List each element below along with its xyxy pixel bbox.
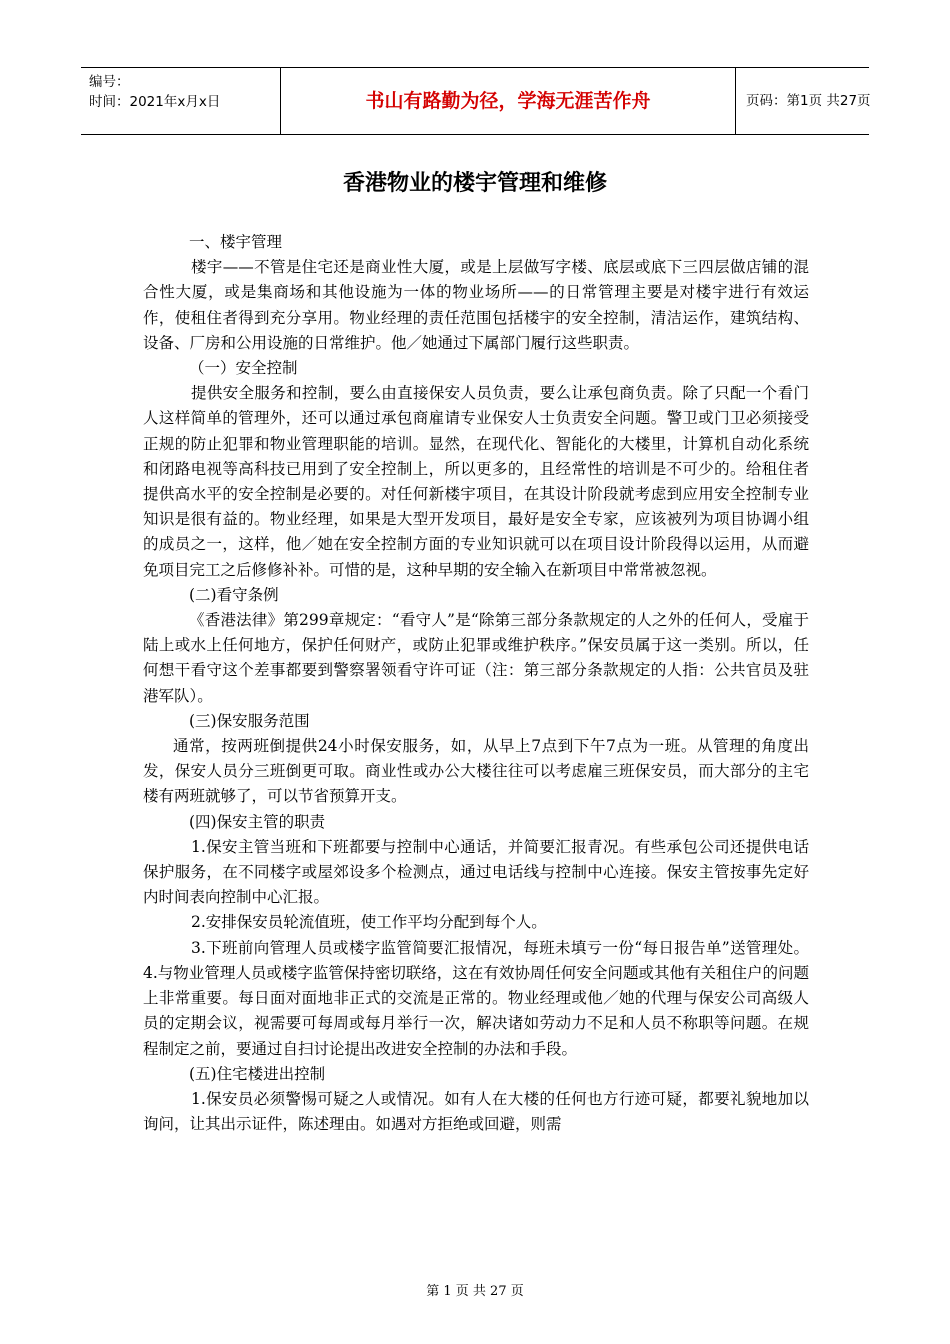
- page-footer: 第 1 页 共 27 页: [426, 1284, 524, 1299]
- header-page-info: 页码：第1页 共27页: [746, 93, 871, 109]
- document-number-label: 编号：: [89, 74, 130, 90]
- subsection-heading: (二)看守条例: [189, 585, 279, 604]
- body-paragraph: 提供安全服务和控制，要么由直接保安人员负责，要么让承包商负责。除了只配一个看门人这样简单的管理外，还可以通过承包商雇请专业保安人士负责安全问题。警卫或门卫必须接受正规的防止犯罪和物业管理职能的培训。显然，在现代化、智能化的大楼里，计算机自动化系统和闭路电视等高科技已用到了安全控制上，所以更多的，且经常性的培训是不可少的。给租住者提供高水平的安全控制是必要的。对任何新楼宇项目，在其设计阶段就考虑到应用安全控制专业知识是很有益的。物业经理，如果是大型开发项目，最好是安全专家，应该被列为项目协调小组的成员之一，这样，他／她在安全控制方面的专业知识就可以在项目设计阶段得以运用，从而避免项目完工之后修修补补。可惜的是，这种早期的安全输入在新项目中常常被忽视。: [143, 384, 809, 579]
- subsection-heading: (五)住宅楼进出控制: [189, 1064, 326, 1083]
- body-paragraph: 通常，按两班倒提供24小时保安服务，如，从早上7点到下午7点为一班。从管理的角度出发，保安人员分三班倒更可取。商业性或办公大楼往往可以考虑雇三班保安员，而大部分的主宅楼有两班就够了，可以节省预算开支。: [143, 737, 809, 806]
- header-table: [81, 67, 869, 135]
- body-paragraph: 《香港法律》第299章规定：“看守人”是“除第三部分条款规定的人之外的任何人，受雇于陆上或水上任何地方，保护任何财产，或防止犯罪或维护秩序。”保安员属于这一类别。所以，任何想干看守这个差事都要到警察署领看守许可证（注：第三部分条款规定的人指：公共官员及驻港军队）。: [143, 611, 809, 705]
- list-item: 2.安排保安员轮流值班，使工作平均分配到每个人。: [191, 913, 547, 932]
- list-item: 1.保安主管当班和下班都要与控制中心通话，并简要汇报青况。有些承包公司还提供电话保护服务，在不同楼字或屋郊设多个检测点，通过电话线与控制中心连接。保安主管按事先定好内时间表向控制中心汇报。: [143, 837, 809, 907]
- header-meta-cell: [81, 68, 281, 134]
- list-item: 3.下班前向管理人员或楼字监管简要汇报情况，每班未填亏一份“每日报告单”送管理处。 4.与物业管理人员或楼字监管保持密切联络，这在有效协周任何安全问题或其他有关租住户的问题上非常重要。每日面对面地非正式的交流是正常的。物业经理或他／她的代理与保安公司高级人员的定期会议，视需要可每周或每月举行一次，解决诸如劳动力不足和人员不称职等问题。在规程制定之前，要通过自扫讨论提出改进安全控制的办法和手段。: [143, 938, 809, 1058]
- subsection-heading: (四)保安主管的职责: [189, 812, 326, 831]
- header-motto: 书山有路勤为径，学海无涯苦作舟: [281, 68, 736, 134]
- document-time-label: 时间：2021年x月x日: [89, 94, 221, 110]
- subsection-heading: （一）安全控制: [189, 359, 298, 378]
- list-item: 1.保安员必须警惕可疑之人或情况。如有人在大楼的任何也方行迹可疑，都要礼貌地加以询问，让其出示证件，陈述理由。如遇对方拒绝或回避，则需: [143, 1089, 809, 1134]
- section-heading: 一、楼宇管理: [189, 233, 283, 251]
- document-body: [143, 230, 809, 1137]
- document-title: 香港物业的楼宇管理和维修: [342, 171, 607, 196]
- body-paragraph: 楼宇——不管是住宅还是商业性大厦，或是上层做写字楼、底层或底下三四层做店铺的混合性大厦，或是集商场和其他设施为一体的物业场所——的日常管理主要是对楼宇进行有效运作，使租住者得到充分享用。物业经理的责任范围包括楼宇的安全控制，清洁运作，建筑结构、设备、厂房和公用设施的日常维护。他／她通过下属部门履行这些职责。: [143, 258, 809, 352]
- subsection-heading: (三)保安服务范围: [189, 711, 310, 730]
